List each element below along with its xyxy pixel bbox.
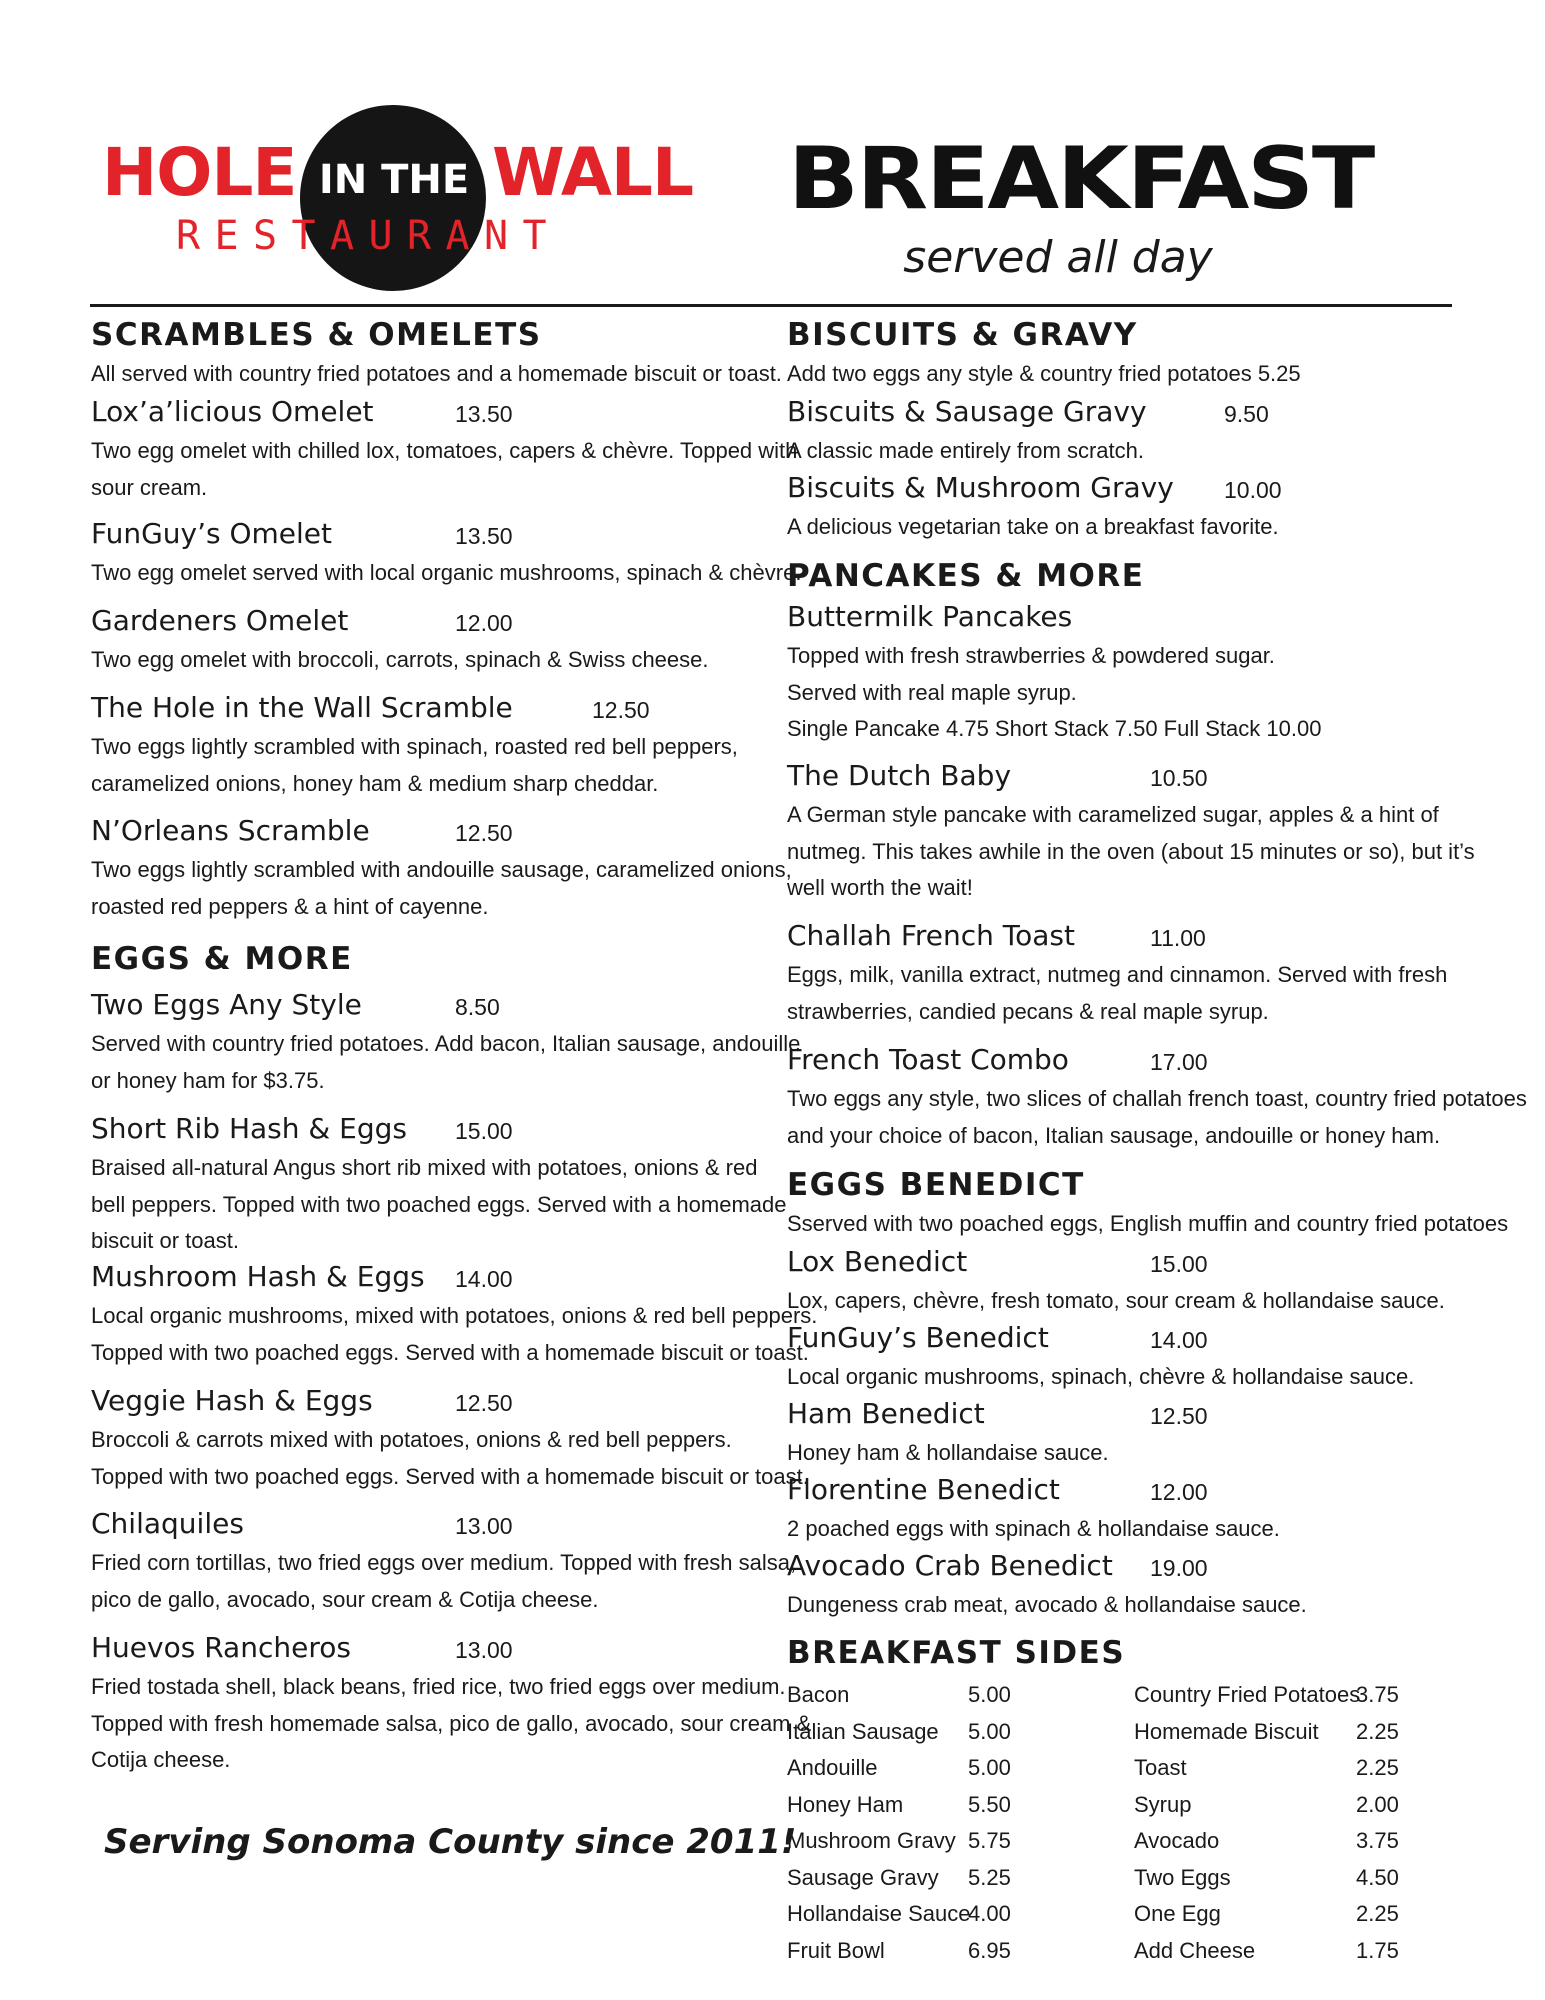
menu-item-description: Local organic mushrooms, spinach, chèvre & hollandaise sauce. (787, 1364, 1415, 1389)
menu-item-price: 13.50 (455, 401, 513, 427)
menu-item-name: Veggie Hash & Eggs (91, 1384, 373, 1417)
section-heading-benedict: EGGS BENEDICT (787, 1167, 1085, 1203)
menu-item-description: Topped with fresh strawberries & powdered sugar. (787, 643, 1275, 668)
logo-word-restaurant (168, 213, 598, 259)
menu-item-name: Huevos Rancheros (91, 1631, 351, 1664)
menu-item-description: caramelized onions, honey ham & medium sharp cheddar. (91, 770, 659, 796)
side-item-price: 5.00 (968, 1718, 1011, 1744)
side-item-name: Sausage Gravy (787, 1864, 939, 1890)
menu-item-description: or honey ham for $3.75. (91, 1067, 325, 1093)
menu-item-description: Eggs, milk, vanilla extract, nutmeg and cinnamon. Served with fresh (787, 962, 1448, 987)
menu-item-name: Lox’a’licious Omelet (91, 395, 374, 428)
side-item-price: 5.50 (968, 1791, 1011, 1817)
section-heading-sides: BREAKFAST SIDES (787, 1635, 1126, 1671)
menu-item-price: 10.50 (1150, 765, 1208, 791)
menu-item-name: Florentine Benedict (787, 1473, 1060, 1506)
menu-item-price: 13.50 (455, 523, 513, 549)
menu-item-description: Local organic mushrooms, mixed with potatoes, onions & red bell peppers. (91, 1303, 818, 1328)
menu-item-price: 9.50 (1224, 401, 1269, 427)
section-note: All served with country fried potatoes and a homemade biscuit or toast. (91, 361, 782, 386)
menu-item-name: Mushroom Hash & Eggs (91, 1260, 425, 1293)
logo-word-hole: HOLE (102, 134, 297, 211)
menu-item-description: and your choice of bacon, Italian sausage, andouille or honey ham. (787, 1122, 1441, 1148)
menu-item-description: Fried tostada shell, black beans, fried rice, two fried eggs over medium. (91, 1674, 786, 1699)
side-item-price: 1.75 (1356, 1937, 1399, 1963)
menu-item-name: Chilaquiles (91, 1507, 244, 1540)
side-item-name: Add Cheese (1134, 1937, 1256, 1963)
menu-item-price: 12.00 (1150, 1479, 1208, 1505)
section-note: Sserved with two poached eggs, English muffin and country fried potatoes (787, 1211, 1509, 1236)
side-item-name: Homemade Biscuit (1134, 1718, 1319, 1744)
menu-item-price: 12.50 (455, 820, 513, 846)
menu-item-name: The Hole in the Wall Scramble (91, 691, 513, 724)
side-item-price: 2.00 (1356, 1791, 1399, 1817)
logo-letter: A (445, 213, 470, 259)
menu-item-description: Fried corn tortillas, two fried eggs over medium. Topped with fresh salsa, (91, 1550, 797, 1575)
section-heading-pancakes: PANCAKES & MORE (787, 558, 1145, 594)
side-item-price: 3.75 (1356, 1682, 1399, 1707)
menu-item-name: N’Orleans Scramble (91, 814, 370, 847)
menu-item-name: Biscuits & Sausage Gravy (787, 395, 1147, 428)
menu-item-description: well worth the wait! (787, 875, 973, 900)
menu-item-description: pico de gallo, avocado, sour cream & Cotija cheese. (91, 1586, 599, 1612)
side-item-name: Syrup (1134, 1791, 1192, 1817)
side-item-price: 4.00 (968, 1901, 1011, 1926)
menu-item-description: Single Pancake 4.75 Short Stack 7.50 Full Stack 10.00 (787, 716, 1322, 741)
side-item-name: Toast (1134, 1755, 1187, 1780)
menu-item-price: 15.00 (1150, 1251, 1208, 1277)
menu-item-price: 13.00 (455, 1513, 513, 1539)
menu-item-price: 19.00 (1150, 1555, 1208, 1581)
menu-item-price: 12.00 (455, 610, 513, 636)
menu-item-description: Two egg omelet served with local organic mushrooms, spinach & chèvre. (91, 560, 802, 585)
menu-item-description: Topped with two poached eggs. Served with a homemade biscuit or toast. (91, 1339, 809, 1365)
side-item-name: Avocado (1134, 1828, 1220, 1853)
logo-letter: T (522, 213, 547, 259)
menu-item-description: Broccoli & carrots mixed with potatoes, onions & red bell peppers. (91, 1427, 732, 1452)
logo-letter: S (252, 213, 278, 259)
side-item-price: 6.95 (968, 1937, 1011, 1963)
side-item-price: 4.50 (1356, 1864, 1399, 1890)
menu-item-name: FunGuy’s Benedict (787, 1321, 1049, 1354)
menu-item-name: The Dutch Baby (787, 759, 1012, 792)
side-item-price: 2.25 (1356, 1718, 1399, 1744)
logo-letter: T (291, 213, 316, 259)
menu-item-name: Short Rib Hash & Eggs (91, 1112, 407, 1145)
logo-letter: U (368, 213, 393, 259)
menu-item-price: 8.50 (455, 994, 500, 1020)
logo-word-in-the: IN THE (318, 157, 470, 203)
menu-item-description: Lox, capers, chèvre, fresh tomato, sour cream & hollandaise sauce. (787, 1288, 1445, 1313)
menu-item-price: 12.50 (1150, 1403, 1208, 1429)
logo-letter: E (214, 213, 239, 259)
menu-item-description: Two egg omelet with broccoli, carrots, spinach & Swiss cheese. (91, 647, 709, 672)
menu-item-name: Gardeners Omelet (91, 604, 349, 637)
menu-item-description: Honey ham & hollandaise sauce. (787, 1440, 1109, 1465)
section-heading-eggs: EGGS & MORE (91, 941, 353, 977)
menu-item-description: Dungeness crab meat, avocado & hollandaise sauce. (787, 1592, 1307, 1617)
menu-item-price: 11.00 (1150, 925, 1206, 951)
menu-item-description: Cotija cheese. (91, 1747, 231, 1772)
menu-item-description: Two eggs lightly scrambled with andouille sausage, caramelized onions, (91, 857, 792, 882)
menu-item-name: Ham Benedict (787, 1397, 985, 1430)
side-item-name: Hollandaise Sauce (787, 1901, 971, 1926)
restaurant-logo (102, 104, 694, 294)
menu-item-description: strawberries, candied pecans & real maple syrup. (787, 998, 1269, 1024)
menu-item-description: Braised all-natural Angus short rib mixed with potatoes, onions & red (91, 1155, 758, 1180)
section-note: Add two eggs any style & country fried potatoes 5.25 (787, 361, 1301, 386)
side-item-name: Country Fried Potatoes (1134, 1682, 1361, 1707)
menu-item-price: 12.50 (455, 1390, 513, 1416)
side-item-price: 2.25 (1356, 1901, 1399, 1926)
menu-item-description: Served with real maple syrup. (787, 679, 1077, 705)
side-item-price: 5.00 (968, 1755, 1011, 1780)
menu-item-name: Lox Benedict (787, 1245, 968, 1278)
logo-word-wall: WALL (492, 134, 694, 211)
side-item-price: 3.75 (1356, 1828, 1399, 1853)
section-heading-scrambles: SCRAMBLES & OMELETS (91, 317, 542, 353)
section-heading-biscuits: BISCUITS & GRAVY (787, 317, 1138, 353)
menu-item-description: Two eggs any style, two slices of challah french toast, country fried potatoes (787, 1086, 1527, 1111)
menu-item-description: bell peppers. Topped with two poached eggs. Served with a homemade (91, 1191, 787, 1217)
side-item-name: Two Eggs (1134, 1864, 1231, 1890)
side-item-name: Andouille (787, 1755, 878, 1780)
side-item-name: Mushroom Gravy (787, 1828, 956, 1853)
menu-item-description: A classic made entirely from scratch. (787, 438, 1145, 463)
menu-item-description: roasted red peppers & a hint of cayenne. (91, 893, 489, 919)
menu-item-price: 14.00 (1150, 1327, 1208, 1353)
menu-item-name: French Toast Combo (787, 1043, 1069, 1076)
menu-item-description: sour cream. (91, 474, 208, 500)
logo-letter: R (175, 213, 201, 259)
menu-item-name: Avocado Crab Benedict (787, 1549, 1113, 1582)
menu-item-name: Challah French Toast (787, 919, 1075, 952)
menu-item-price: 14.00 (455, 1266, 513, 1292)
menu-item-price: 13.00 (455, 1637, 513, 1663)
side-item-name: Honey Ham (787, 1791, 904, 1817)
side-item-name: Bacon (787, 1682, 850, 1707)
menu-item-description: Topped with fresh homemade salsa, pico de gallo, avocado, sour cream & (91, 1710, 812, 1736)
side-item-price: 2.25 (1356, 1755, 1399, 1780)
logo-letter: N (483, 213, 509, 259)
side-item-price: 5.00 (968, 1682, 1011, 1707)
header-divider (90, 304, 1452, 307)
menu-item-description: Two eggs lightly scrambled with spinach, roasted red bell peppers, (91, 734, 738, 759)
menu-item-price: 12.50 (592, 697, 650, 723)
menu-item-price: 15.00 (455, 1118, 513, 1144)
logo-letter: R (406, 213, 432, 259)
menu-item-price: 17.00 (1150, 1049, 1208, 1075)
logo-letter: A (329, 213, 355, 259)
menu-item-description: nutmeg. This takes awhile in the oven (about 15 minutes or so), but it’s (787, 838, 1475, 864)
tagline: Serving Sonoma County since 2011! (104, 1822, 797, 1862)
menu-item-name: Two Eggs Any Style (91, 988, 362, 1021)
menu-item-description: Two egg omelet with chilled lox, tomatoes, capers & chèvre. Topped with (91, 438, 798, 463)
menu-item-name: Biscuits & Mushroom Gravy (787, 471, 1174, 504)
menu-subtitle: served all day (903, 232, 1213, 283)
menu-item-name: Buttermilk Pancakes (787, 600, 1073, 633)
side-item-price: 5.25 (968, 1864, 1011, 1890)
side-item-price: 5.75 (968, 1828, 1011, 1853)
menu-item-description: Served with country fried potatoes. Add bacon, Italian sausage, andouille (91, 1031, 801, 1056)
menu-item-description: A German style pancake with caramelized sugar, apples & a hint of (787, 802, 1439, 827)
menu-item-description: 2 poached eggs with spinach & hollandaise sauce. (787, 1516, 1280, 1541)
menu-item-description: Topped with two poached eggs. Served with a homemade biscuit or toast. (91, 1463, 809, 1489)
side-item-name: Italian Sausage (787, 1718, 939, 1744)
side-item-name: One Egg (1134, 1901, 1221, 1926)
menu-item-price: 10.00 (1224, 477, 1282, 503)
menu-item-description: biscuit or toast. (91, 1228, 239, 1253)
menu-item-description: A delicious vegetarian take on a breakfast favorite. (787, 514, 1279, 539)
side-item-name: Fruit Bowl (787, 1937, 885, 1963)
menu-item-name: FunGuy’s Omelet (91, 517, 332, 550)
menu-title: BREAKFAST (788, 129, 1374, 229)
